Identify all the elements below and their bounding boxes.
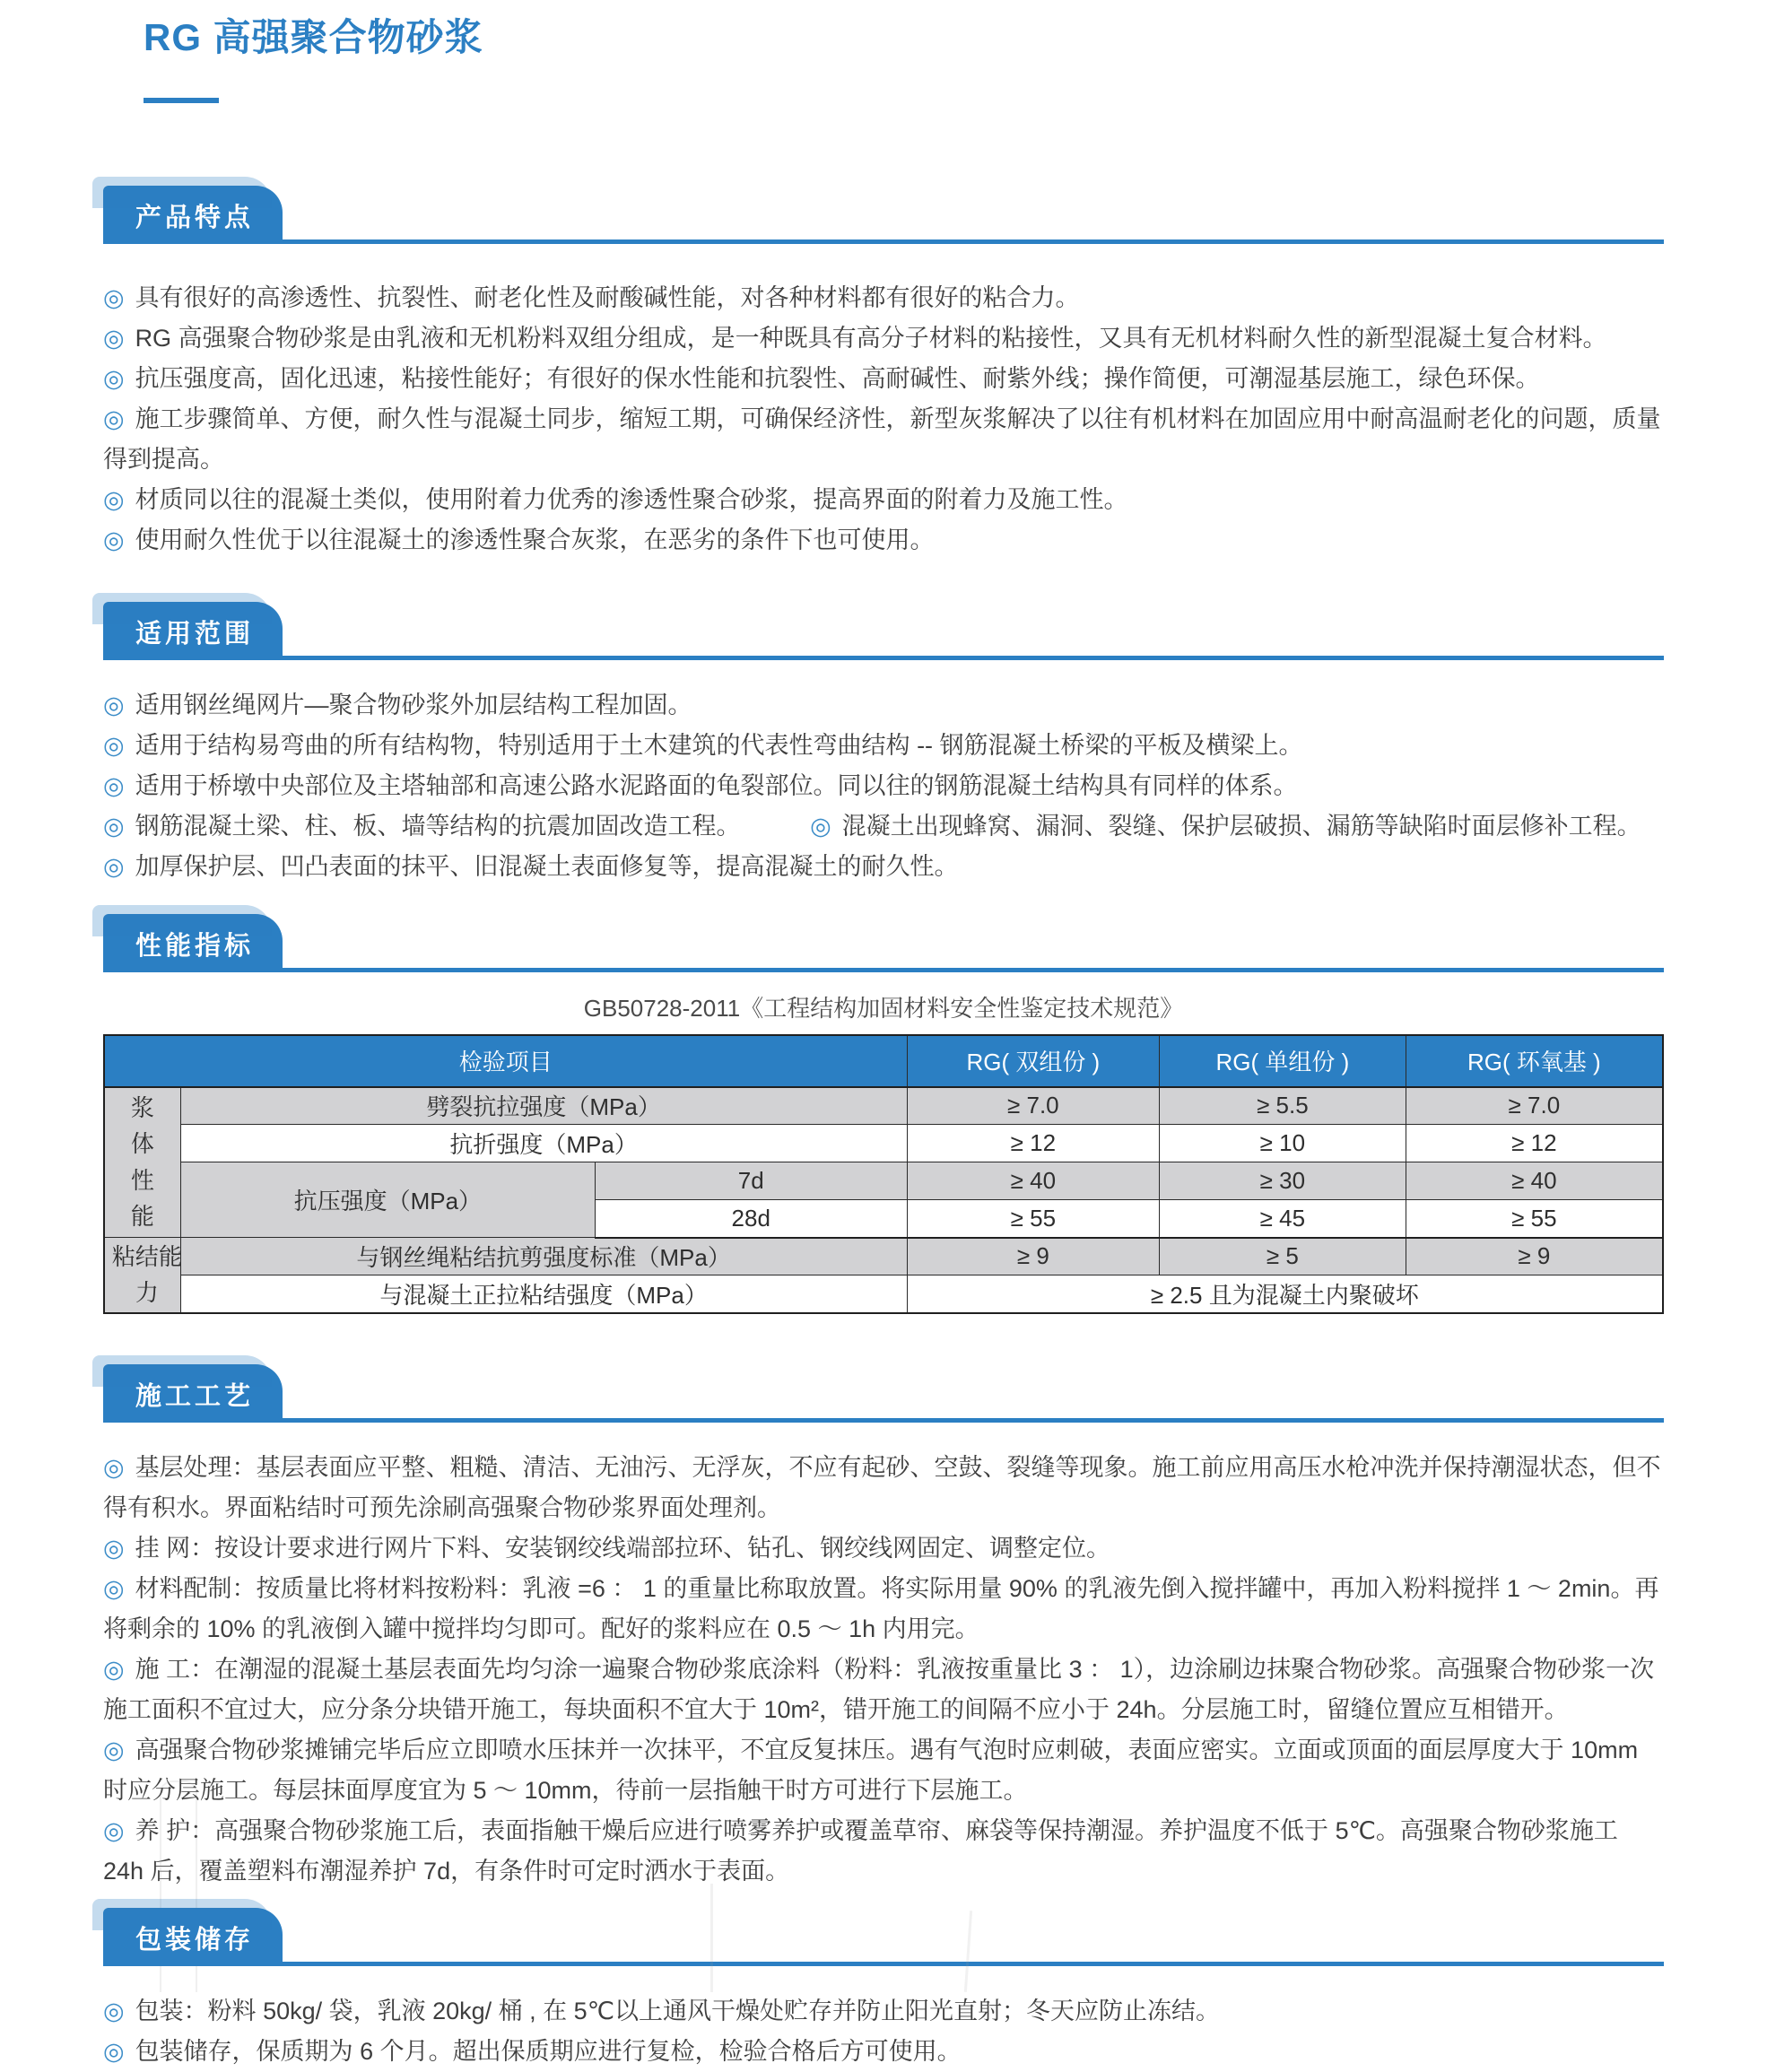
table-row	[104, 1238, 1663, 1275]
performance-table	[103, 1034, 1664, 1314]
list-item	[103, 1528, 1664, 1569]
bullet-icon: ◎	[103, 1453, 125, 1481]
table-cell: ≥ 10	[1160, 1125, 1406, 1162]
table-cell: ≥ 40	[1406, 1162, 1663, 1200]
section-header-packaging	[103, 1908, 1664, 1966]
section-header-features	[103, 186, 1664, 244]
section-badge-features	[103, 186, 283, 244]
table-cell: ≥ 12	[1406, 1125, 1663, 1162]
table-cell: ≥ 2.5 且为混凝土内聚破坏	[907, 1275, 1663, 1313]
bullet-icon: ◎	[103, 1655, 125, 1683]
table-header-rg1: RG( 单组份 )	[1160, 1035, 1406, 1087]
section-rule	[283, 1962, 1664, 1966]
title-underline	[144, 98, 219, 103]
table-cell: ≥ 45	[1160, 1200, 1406, 1238]
bullet-icon: ◎	[103, 1997, 125, 2024]
bullet-icon: ◎	[103, 1816, 125, 1844]
table-cell: 与混凝土正拉粘结强度（MPa）	[180, 1275, 907, 1313]
table-header-rg2: RG( 双组份 )	[907, 1035, 1160, 1087]
section-rule	[283, 1418, 1664, 1423]
row-group-label: 浆体性能	[104, 1087, 180, 1238]
list-item-text: 高强聚合物砂浆摊铺完毕后应立即喷水压抹并一次抹平，不宜反复抹压。遇有气泡时应刺破，表面应密实。立面或顶面的面层厚度大于 10mm 时应分层施工。每层抹面厚度宜为 5 ～ 10mm，待前一层指触干时方可进行下层施工。	[103, 1736, 1639, 1804]
list-item-text: 基层处理：基层表面应平整、粗糙、清洁、无油污、无浮灰，不应有起砂、空鼓、裂缝等现象。施工前应用高压水枪冲洗并保持潮湿状态，但不得有积水。界面粘结时可预先涂刷高强聚合物砂浆界面处理剂。	[103, 1453, 1661, 1521]
section-header-performance	[103, 914, 1664, 972]
packaging-list	[103, 1991, 1664, 2072]
section-header-scope	[103, 602, 1664, 660]
scope-list	[103, 685, 1664, 887]
bullet-icon: ◎	[103, 364, 125, 392]
table-row	[104, 1275, 1663, 1313]
list-item-text: 适用钢丝绳网片—聚合物砂浆外加层结构工程加固。	[135, 691, 692, 718]
list-item-text: 施 工：在潮湿的混凝土基层表面先均匀涂一遍聚合物砂浆底涂料（粉料：乳液按重量比 3 ： 1），边涂刷边抹聚合物砂浆。高强聚合物砂浆一次施工面积不宜过大，应分条分块错开施工，每块面积不宜大于 10m²，错开施工的间隔不应小于 24h。分层施工时，留缝位置应互相错开。	[103, 1655, 1655, 1723]
list-item	[103, 1650, 1664, 1730]
table-header-item: 检验项目	[104, 1035, 907, 1087]
features-list	[103, 278, 1664, 561]
section-rule	[283, 968, 1664, 972]
bullet-icon: ◎	[103, 1534, 125, 1562]
bullet-icon: ◎	[103, 812, 125, 840]
table-cell: ≥ 12	[907, 1125, 1160, 1162]
list-item-text: 养 护：高强聚合物砂浆施工后，表面指触干燥后应进行喷雾养护或覆盖草帘、麻袋等保持潮湿。养护温度不低于 5℃。高强聚合物砂浆施工 24h 后，覆盖塑料布潮湿养护 7d，有条件时可定时洒水于表面。	[103, 1816, 1618, 1885]
table-cell: ≥ 55	[907, 1200, 1160, 1238]
table-cell: ≥ 9	[1406, 1238, 1663, 1275]
page-title: RG 高强聚合物砂浆	[144, 16, 483, 58]
table-cell: ≥ 7.0	[1406, 1087, 1663, 1125]
list-item	[103, 1811, 1664, 1892]
list-item	[103, 685, 1664, 726]
list-item	[103, 359, 1664, 399]
list-item	[103, 847, 1664, 887]
list-item-text: 钢筋混凝土梁、柱、板、墙等结构的抗震加固改造工程。	[135, 812, 741, 840]
bullet-icon: ◎	[103, 731, 125, 759]
list-item-text: 适用于结构易弯曲的所有结构物，特别适用于土木建筑的代表性弯曲结构 -- 钢筋混凝土桥梁的平板及横梁上。	[135, 731, 1303, 759]
list-item	[810, 813, 1641, 840]
list-item	[103, 1448, 1664, 1528]
list-item	[103, 813, 741, 840]
table-row	[104, 1162, 1663, 1200]
list-item	[103, 318, 1664, 359]
table-row	[104, 1087, 1663, 1125]
table-cell: 劈裂抗拉强度（MPa）	[180, 1087, 907, 1125]
table-cell: 28d	[595, 1200, 907, 1238]
bullet-icon: ◎	[103, 1736, 125, 1763]
table-cell: ≥ 9	[907, 1238, 1160, 1275]
list-item	[103, 726, 1664, 766]
list-item-text: 施工步骤简单、方便，耐久性与混凝土同步，缩短工期，可确保经济性，新型灰浆解决了以往有机材料在加固应用中耐高温耐老化的问题，质量得到提高。	[103, 405, 1661, 473]
bullet-icon: ◎	[103, 485, 125, 513]
bullet-icon: ◎	[103, 771, 125, 799]
list-item	[103, 278, 1664, 318]
list-item	[103, 766, 1664, 806]
list-item-text: 具有很好的高渗透性、抗裂性、耐老化性及耐酸碱性能，对各种材料都有很好的粘合力。	[135, 283, 1080, 311]
list-item-text: 包装储存，保质期为 6 个月。超出保质期应进行复检，检验合格后方可使用。	[135, 2037, 962, 2065]
section-badge-label: 产品特点	[135, 203, 255, 232]
table-cell: ≥ 5	[1160, 1238, 1406, 1275]
list-item-text: 加厚保护层、凹凸表面的抹平、旧混凝土表面修复等，提高混凝土的耐久性。	[135, 852, 959, 880]
table-header-row	[104, 1035, 1663, 1087]
table-cell: ≥ 30	[1160, 1162, 1406, 1200]
table-cell: ≥ 55	[1406, 1200, 1663, 1238]
table-cell: ≥ 5.5	[1160, 1087, 1406, 1125]
bullet-icon: ◎	[103, 324, 125, 352]
list-item-text: 适用于桥墩中央部位及主塔轴部和高速公路水泥路面的龟裂部位。同以往的钢筋混凝土结构具有同样的体系。	[135, 771, 1298, 799]
bullet-icon: ◎	[103, 852, 125, 880]
list-item	[103, 1569, 1664, 1650]
construction-list	[103, 1448, 1664, 1892]
section-badge-label: 性能指标	[135, 931, 255, 961]
table-header-rge: RG( 环氧基 )	[1406, 1035, 1663, 1087]
bullet-icon: ◎	[103, 1574, 125, 1602]
list-item-pair	[103, 806, 1664, 847]
table-cell: 与钢丝绳粘结抗剪强度标准（MPa）	[180, 1238, 907, 1275]
list-item	[103, 480, 1664, 520]
list-item-text: 材料配制：按质量比将材料按粉料：乳液 =6 ： 1 的重量比称取放置。将实际用量 90% 的乳液先倒入搅拌罐中，再加入粉料搅拌 1 ～ 2min。再将剩余的 10% 的乳液倒入罐中搅拌均匀即可。配好的浆料应在 0.5 ～ 1h 内用完。	[103, 1574, 1659, 1642]
list-item	[103, 520, 1664, 561]
list-item	[103, 1991, 1664, 2032]
list-item-text: RG 高强聚合物砂浆是由乳液和无机粉料双组分组成，是一种既具有高分子材料的粘接性，又具有无机材料耐久性的新型混凝土复合材料。	[135, 324, 1607, 352]
bullet-icon: ◎	[103, 405, 125, 432]
bullet-icon: ◎	[103, 526, 125, 553]
list-item	[103, 2032, 1664, 2072]
bullet-icon: ◎	[103, 691, 125, 718]
section-badge-construction	[103, 1364, 283, 1423]
table-caption: GB50728-2011《工程结构加固材料安全性鉴定技术规范》	[583, 994, 1184, 1022]
section-rule	[283, 239, 1664, 244]
bullet-icon: ◎	[810, 812, 831, 840]
table-cell: ≥ 7.0	[907, 1087, 1160, 1125]
bullet-icon: ◎	[103, 283, 125, 311]
table-cell: 抗折强度（MPa）	[180, 1125, 907, 1162]
list-item-text: 混凝土出现蜂窝、漏洞、裂缝、保护层破损、漏筋等缺陷时面层修补工程。	[841, 812, 1641, 840]
list-item-text: 材质同以往的混凝土类似，使用附着力优秀的渗透性聚合砂浆，提高界面的附着力及施工性。	[135, 485, 1128, 513]
list-item-text: 使用耐久性优于以往混凝土的渗透性聚合灰浆，在恶劣的条件下也可使用。	[135, 526, 935, 553]
list-item	[103, 399, 1664, 480]
list-item-text: 挂 网：按设计要求进行网片下料、安装钢绞线端部拉环、钻孔、钢绞线网固定、调整定位。	[135, 1534, 1111, 1562]
list-item	[103, 1730, 1664, 1811]
table-cell: 抗压强度（MPa）	[180, 1162, 595, 1238]
table-row	[104, 1125, 1663, 1162]
section-badge-scope	[103, 602, 283, 660]
section-header-construction	[103, 1364, 1664, 1423]
list-item-text: 抗压强度高，固化迅速，粘接性能好；有很好的保水性能和抗裂性、高耐碱性、耐紫外线；操作简便，可潮湿基层施工，绿色环保。	[135, 364, 1540, 392]
list-item-text: 包装：粉料 50kg/ 袋，乳液 20kg/ 桶 , 在 5℃以上通风干燥处贮存并防止阳光直射；冬天应防止冻结。	[135, 1997, 1221, 2024]
section-rule	[283, 656, 1664, 660]
table-cell: ≥ 40	[907, 1162, 1160, 1200]
row-group-label: 粘结能力	[104, 1238, 180, 1313]
section-badge-packaging	[103, 1908, 283, 1966]
bullet-icon: ◎	[103, 2037, 125, 2065]
table-cell: 7d	[595, 1162, 907, 1200]
section-badge-performance	[103, 914, 283, 972]
section-badge-label: 施工工艺	[135, 1381, 255, 1411]
section-badge-label: 适用范围	[135, 619, 255, 649]
section-badge-label: 包装储存	[135, 1925, 255, 1954]
